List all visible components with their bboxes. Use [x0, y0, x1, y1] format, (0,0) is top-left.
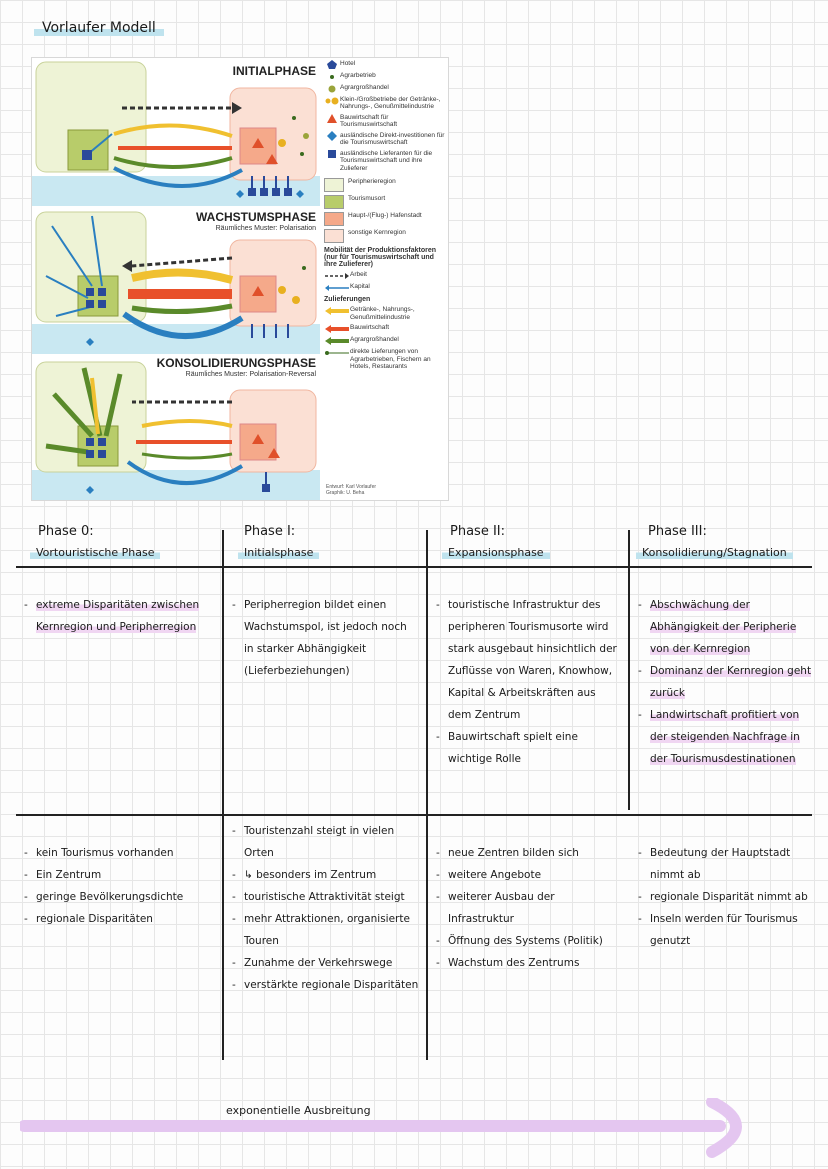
pentagon-icon	[327, 60, 337, 69]
footer-label: exponentielle Ausbreitung	[226, 1104, 371, 1117]
blue-arrow-icon	[325, 285, 349, 291]
konsolidierungsphase-subtitle: Räumliches Muster: Polarisation-Reversal	[185, 371, 316, 378]
list-item: - Peripherregion bildet einen Wachstumspol, ist jedoch noch in starker Abhängigkeit (Lieferbeziehungen)	[232, 594, 418, 682]
dashed-arrow-icon	[325, 273, 349, 279]
konsolidierungsphase-panel	[32, 354, 320, 500]
row1-col1	[232, 594, 418, 682]
list-item: - Bedeutung der Hauptstadt nimmt ab	[638, 842, 820, 886]
list-item: - mehr Attraktionen, organisierte Touren	[232, 908, 420, 952]
table-col-divider-1	[222, 530, 224, 1060]
col2-head: Phase II:	[450, 524, 505, 539]
list-item: - Ein Zentrum	[24, 864, 220, 886]
list-item: - verstärkte regionale Disparitäten	[232, 974, 420, 996]
col3-head: Phase III:	[648, 524, 707, 539]
initialphase-title: INITIALPHASE	[232, 64, 316, 78]
legend-region-tourismusort: Tourismusort	[324, 195, 446, 209]
dot-line-icon	[325, 350, 349, 356]
list-item: - Bauwirtschaft spielt eine wichtige Rolle	[436, 726, 622, 770]
list-item: - Touristenzahl steigt in vielen Orten	[232, 820, 420, 864]
col1-sub: Initialsphase	[238, 546, 319, 559]
expansion-arrow-icon	[20, 1098, 820, 1158]
diagram-legend	[324, 60, 446, 374]
list-item: - Inseln werden für Tourismus genutzt	[638, 908, 820, 952]
list-item: - neue Zentren bilden sich	[436, 842, 622, 864]
col2-sub: Expansionsphase	[442, 546, 550, 559]
legend-region-hafenstadt: Haupt-/(Flug-) Hafenstadt	[324, 212, 446, 226]
legend-item-hotel: Hotel	[324, 60, 446, 69]
col1-head: Phase I:	[244, 524, 296, 539]
row1-col0	[24, 594, 214, 638]
table-col-divider-2	[426, 530, 428, 1060]
legend-item-industrie: Klein-/Großbetriebe der Getränke-, Nahrungs-, Genußmittelindustrie	[324, 96, 446, 111]
list-item: - weiterer Ausbau der Infrastruktur	[436, 886, 622, 930]
list-item: - regionale Disparitäten	[24, 908, 220, 930]
double-circle-icon	[324, 97, 340, 105]
row1-col3	[638, 594, 818, 770]
legend-supply-industrie: Getränke-, Nahrungs-, Genußmittelindustrie	[324, 306, 446, 321]
wachstumsphase-subtitle: Räumliches Muster: Polarisation	[215, 225, 316, 232]
legend-region-kernregion: sonstige Kernregion	[324, 229, 446, 243]
row2-col0	[24, 842, 220, 930]
table-row-divider	[16, 814, 812, 816]
circle-icon	[328, 85, 336, 93]
list-item: - Dominanz der Kernregion geht zurück	[638, 660, 818, 704]
list-item: - kein Tourismus vorhanden	[24, 842, 220, 864]
col3-sub: Konsolidierung/Stagnation	[636, 546, 793, 559]
list-item: - touristische Infrastruktur des peripheren Tourismusorte wird stark ausgebaut hinsichtlich der Zuflüsse von Waren, Knowhow, Kapital & Arbeitskräften aus dem Zentrum	[436, 594, 622, 726]
legend-item-agrargrosshandel: Agrargroßhandel	[324, 84, 446, 93]
legend-item-direktinvestitionen: ausländische Direkt-investitionen für die Tourismuswirtschaft	[324, 132, 446, 147]
table-col-divider-3	[628, 530, 630, 810]
list-item: - regionale Disparität nimmt ab	[638, 886, 820, 908]
legend-region-peripherie: Peripherieregion	[324, 178, 446, 192]
list-item: - touristische Attraktivität steigt	[232, 886, 420, 908]
list-item: - ↳ besonders im Zentrum	[232, 864, 420, 886]
initialphase-panel	[32, 58, 320, 206]
legend-mobility-arbeit: Arbeit	[324, 271, 446, 280]
legend-item-bauwirtschaft: Bauwirtschaft für Tourismuswirtschaft	[324, 114, 446, 129]
legend-supply-direkt: direkte Lieferungen von Agrarbetrieben, Fischern an Hotels, Restaurants	[324, 348, 446, 370]
wachstumsphase-title: WACHSTUMSPHASE	[195, 210, 316, 224]
list-item: - geringe Bevölkerungsdichte	[24, 886, 220, 908]
legend-supply-title: Zulieferungen	[324, 296, 371, 304]
legend-item-agrarbetrieb: Agrarbetrieb	[324, 72, 446, 81]
dot-icon	[329, 74, 335, 80]
list-item: - weitere Angebote	[436, 864, 622, 886]
legend-item-lieferanten: ausländische Lieferanten für die Tourismuswirtschaft und ihre Zulieferer	[324, 150, 446, 172]
yellow-arrow-icon	[325, 307, 349, 315]
vorlaufer-model-diagram	[32, 58, 448, 500]
list-item: - Wachstum des Zentrums	[436, 952, 622, 974]
triangle-icon	[327, 114, 337, 123]
legend-supply-agrargrosshandel: Agrargroßhandel	[324, 336, 446, 345]
legend-mobility-title: Mobilität der Produktionsfaktoren (nur für Tourismuswirtschaft und ihre Zulieferer)	[324, 247, 437, 269]
red-arrow-icon	[325, 325, 349, 333]
green-arrow-icon	[325, 337, 349, 345]
col0-head: Phase 0:	[38, 524, 94, 539]
row2-col2	[436, 842, 622, 974]
list-item: - Zunahme der Verkehrswege	[232, 952, 420, 974]
konsolidierungsphase-title: KONSOLIDIERUNGSPHASE	[156, 356, 316, 370]
diagram-credit: Entwurf: Karl Vorlaufer Graphik: U. Beha	[326, 484, 377, 496]
list-item: - Öffnung des Systems (Politik)	[436, 930, 622, 952]
list-item: - extreme Disparitäten zwischen Kernregion und Peripherregion	[24, 594, 214, 638]
legend-supply-bauwirtschaft: Bauwirtschaft	[324, 324, 446, 333]
row2-col1	[232, 820, 420, 996]
col0-sub: Vortouristische Phase	[30, 546, 160, 559]
row1-col2	[436, 594, 622, 770]
legend-mobility-kapital: Kapital	[324, 283, 446, 292]
row2-col3	[638, 842, 820, 952]
wachstumsphase-panel	[32, 206, 320, 354]
table-header-line	[16, 566, 812, 568]
list-item: - Landwirtschaft profitiert von der steigenden Nachfrage in der Tourismusdestinationen	[638, 704, 818, 770]
diamond-icon	[327, 131, 337, 141]
page-title: Vorlaufer Modell	[34, 20, 164, 36]
list-item: - Abschwächung der Abhängigkeit der Peripherie von der Kernregion	[638, 594, 818, 660]
square-icon	[328, 150, 336, 158]
